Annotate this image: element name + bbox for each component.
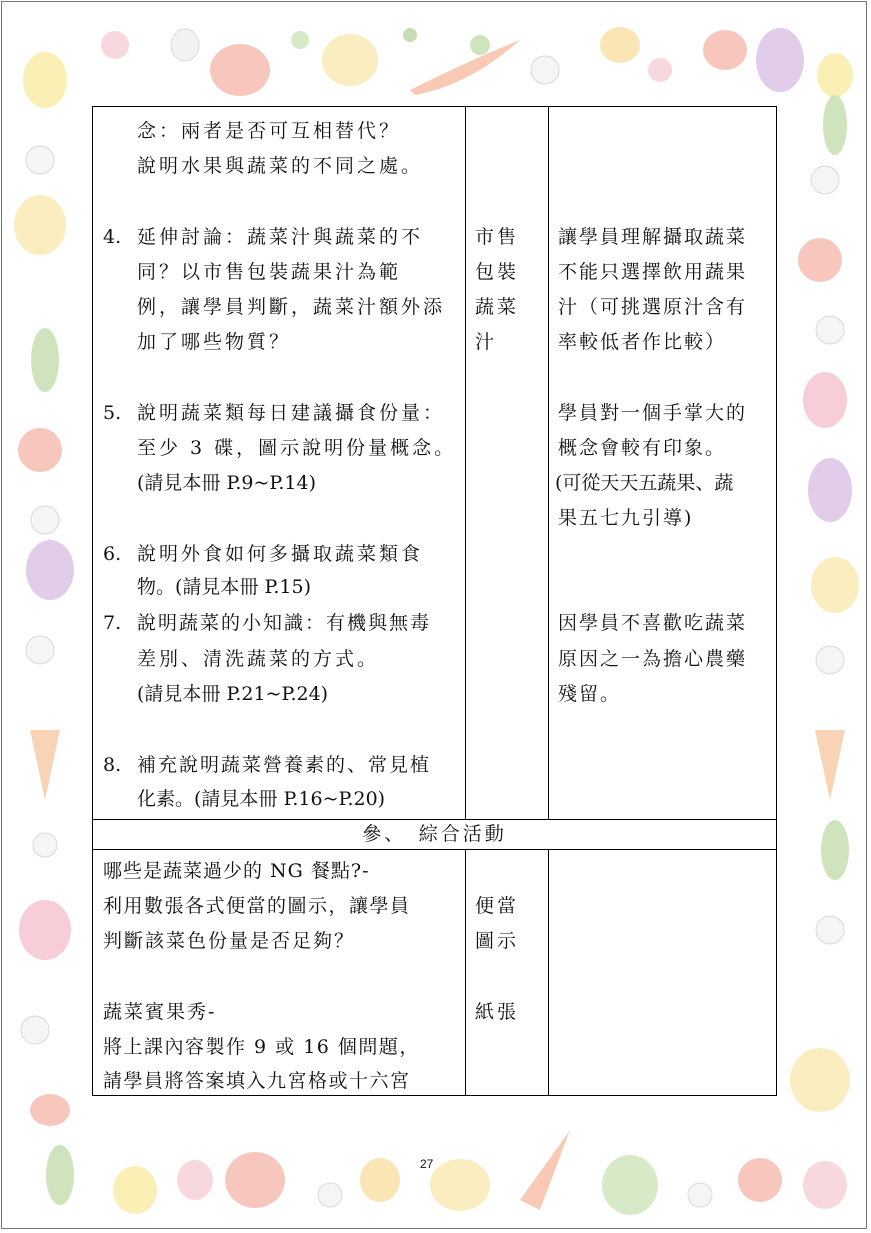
note-line: 果五七九引導) xyxy=(558,507,694,529)
note-line: 概念會較有印象。 xyxy=(558,437,727,459)
activity-line: 蔬菜賓果秀- xyxy=(103,1001,217,1023)
note-line: 率較低者作比較） xyxy=(558,331,727,353)
intro-line: 說明水果與蔬菜的不同之處。 xyxy=(137,155,424,177)
item-line: (請見本冊 P.21~P.24) xyxy=(137,683,329,705)
column-divider xyxy=(548,107,549,819)
material-line: 便當 xyxy=(475,895,520,917)
column-divider xyxy=(465,849,466,1095)
note-line: 不能只選擇飲用蔬果 xyxy=(558,261,748,283)
item-line: 例，讓學員判斷，蔬菜汁額外添 xyxy=(137,296,446,318)
row-divider xyxy=(93,849,776,850)
material-line: 蔬菜 xyxy=(475,296,520,318)
item-line: 說明外食如何多攝取蔬菜類食 xyxy=(137,543,424,565)
item-line: 加了哪些物質？ xyxy=(137,331,292,353)
item-line: 補充說明蔬菜營養素的、常見植 xyxy=(137,754,432,776)
item-number: 5. xyxy=(103,402,122,424)
item-line: 同？以市售包裝蔬果汁為範 xyxy=(137,261,402,283)
material-line: 圖示 xyxy=(475,930,520,952)
intro-line: 念：兩者是否可互相替代？ xyxy=(137,120,402,142)
item-line: 物。(請見本冊 P.15) xyxy=(137,576,312,598)
material-line: 汁 xyxy=(475,331,498,353)
note-line: 殘留。 xyxy=(558,683,622,705)
item-line: (請見本冊 P.9~P.14) xyxy=(137,472,316,494)
material-line: 紙張 xyxy=(475,1001,520,1023)
item-line: 延伸討論：蔬菜汁與蔬菜的不 xyxy=(137,226,424,248)
note-line: 因學員不喜歡吃蔬菜 xyxy=(558,612,748,634)
material-line: 市售 xyxy=(475,226,520,248)
activity-line: 哪些是蔬菜過少的 NG 餐點?- xyxy=(103,860,370,882)
section-title: 參、 綜合活動 xyxy=(362,823,507,845)
item-number: 4. xyxy=(103,226,122,248)
activity-line: 將上課內容製作 9 或 16 個問題， xyxy=(103,1036,420,1058)
note-line: 汁（可挑選原汁含有 xyxy=(558,296,748,318)
item-number: 6. xyxy=(103,543,122,565)
item-line: 差別、清洗蔬菜的方式。 xyxy=(137,648,380,670)
note-line: (可從天天五蔬果、蔬 xyxy=(555,472,734,494)
note-line: 原因之一為擔心農藥 xyxy=(558,648,748,670)
lesson-plan-table xyxy=(92,106,777,1096)
item-line: 化素。(請見本冊 P.16~P.20) xyxy=(137,788,386,810)
item-line: 說明蔬菜的小知識：有機與無毒 xyxy=(137,612,432,634)
column-divider xyxy=(465,107,466,819)
item-number: 7. xyxy=(103,612,122,634)
note-line: 學員對一個手掌大的 xyxy=(558,402,748,424)
item-line: 至少 3 碟，圖示說明份量概念。 xyxy=(137,437,457,459)
activity-line: 請學員將答案填入九宮格或十六宮 xyxy=(103,1070,411,1092)
note-line: 讓學員理解攝取蔬菜 xyxy=(558,226,748,248)
page-number: 27 xyxy=(420,1157,434,1171)
item-number: 8. xyxy=(103,754,122,776)
column-divider xyxy=(548,849,549,1095)
activity-line: 判斷該菜色份量是否足夠？ xyxy=(103,930,356,952)
activity-line: 利用數張各式便當的圖示，讓學員 xyxy=(103,895,411,917)
item-line: 說明蔬菜類每日建議攝食份量： xyxy=(137,402,446,424)
material-line: 包裝 xyxy=(475,261,520,283)
